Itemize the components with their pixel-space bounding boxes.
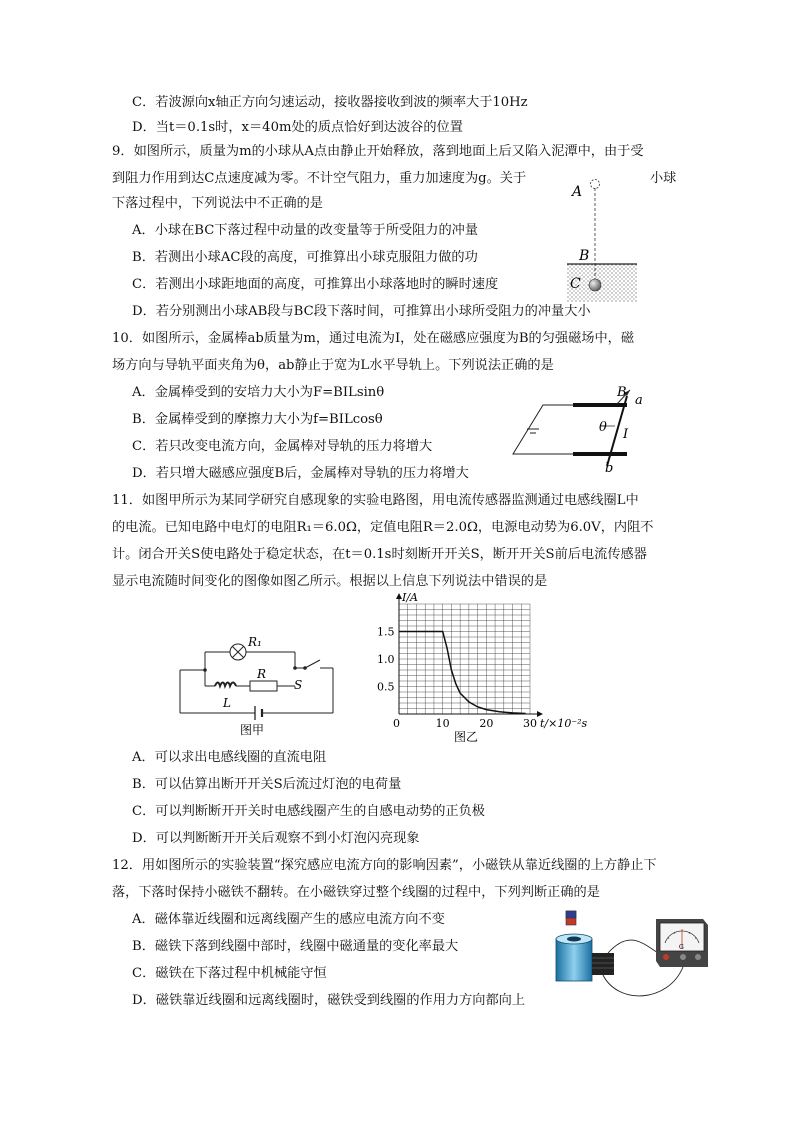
q10-stem-line1: 10．如图所示，金属棒ab质量为m，通过电流为I，处在磁感应强度为B的匀强磁场中，磁 — [112, 331, 635, 346]
y-tick-label: 1.0 — [377, 653, 395, 666]
q12-option-b: B．磁铁下落到线圈中部时，线圈中磁通量的变化率最大 — [132, 939, 459, 954]
graph-x-axis-label: t/×10⁻²s — [540, 717, 588, 730]
q11-stem-line1: 11．如图甲所示为某同学研究自感现象的实验电路图，用电流传感器监测通过电感线圈L中 — [112, 493, 639, 508]
x-tick-label: 20 — [479, 717, 494, 730]
resistor-r — [250, 681, 277, 691]
label-b: B — [579, 248, 590, 264]
q12-stem-line1: 12．用如图所示的实验装置“探究感应电流方向的影响因素”，小磁铁从靠近线圈的上方静止下 — [112, 858, 657, 873]
q11-stem-line2: 的电流。已知电路中电灯的电阻R₁＝6.0Ω，定值电阻R＝2.0Ω，电源电动势为6.0V，内阻不 — [112, 520, 654, 535]
q9-figure-ball-mud — [555, 172, 655, 307]
y-tick-label: 1.5 — [377, 625, 395, 639]
ball-start-position — [591, 180, 600, 189]
q9-stem-line1: 9．如图所示，质量为m的小球从A点由静止开始释放，落到地面上后又陷入泥潭中，由于受 — [112, 144, 644, 159]
q12-figure-coil-galvanometer — [548, 905, 713, 1015]
x-tick-label: 30 — [523, 717, 537, 730]
label-current: I — [623, 427, 629, 442]
q9-stem-line3: 下落过程中，下列说法中不正确的是 — [112, 196, 323, 211]
q11-stem-line3: 计。闭合开关S使电路处于稳定状态，在t＝0.1s时刻断开开关S，断开开关S前后电流传感器 — [112, 547, 647, 562]
q11-current-graph-yi — [375, 591, 615, 744]
label-r1: R₁ — [248, 635, 262, 649]
terminal-mid — [680, 954, 686, 960]
q12-stem-line2: 落，下落时保持小磁铁不翻转。在小磁铁穿过整个线圈的过程中，下列判断正确的是 — [112, 885, 600, 900]
y-tick-label: 0.5 — [377, 680, 395, 694]
label-theta: θ — [599, 420, 607, 435]
caption-jia: 图甲 — [240, 723, 265, 737]
graph-series — [399, 631, 526, 713]
label-c: C — [570, 276, 581, 292]
terminal-left — [663, 954, 669, 960]
inductor-l — [215, 683, 236, 687]
x-tick-label: 0 — [393, 717, 400, 730]
q9-stem-line2: 到阻力作用到达C点速度减为零。不计空气阻力，重力加速度为g。关于 — [112, 171, 527, 186]
graph-axes — [396, 593, 543, 717]
label-s: S — [294, 678, 303, 692]
q9-option-a: A．小球在BC下落过程中动量的改变量等于所受阻力的冲量 — [132, 223, 479, 238]
label-b-end: b — [605, 461, 614, 476]
label-b-field: B — [617, 385, 627, 400]
q11-option-a: A．可以求出电感线圈的直流电阻 — [132, 750, 327, 765]
q8-option-c: C．若波源向x轴正方向匀速运动，接收器接收到波的频率大于10Hz — [132, 95, 528, 110]
q10-stem-line2: 场方向与导轨平面夹角为θ，ab静止于宽为L水平导轨上。下列说法正确的是 — [112, 358, 554, 373]
q9-stem-line2-end: 小球 — [650, 171, 677, 186]
q9-option-b: B．若测出小球AC段的高度，可推算出小球克服阻力做的功 — [132, 250, 478, 265]
q9-option-c: C．若测出小球距地面的高度，可推算出小球落地时的瞬时速度 — [132, 277, 499, 292]
q9-option-d: D．若分别测出小球AB段与BC段下落时间，可推算出小球所受阻力的冲量大小 — [132, 304, 591, 319]
graph-y-axis-label: I/A — [402, 591, 418, 604]
coil-winding — [592, 953, 614, 975]
q10-option-d: D．若只增大磁感应强度B后，金属棒对导轨的压力将增大 — [132, 466, 469, 481]
x-tick-label: 10 — [435, 717, 450, 730]
q10-option-c: C．若只改变电流方向，金属棒对导轨的压力将增大 — [132, 439, 433, 454]
galvanometer-label: G — [679, 944, 684, 951]
terminal-right — [695, 954, 701, 960]
q12-option-d: D．磁铁靠近线圈和远离线圈时，磁铁受到线圈的作用力方向都向上 — [132, 993, 526, 1008]
q11-option-b: B．可以估算出断开开关S后流过灯泡的电荷量 — [132, 777, 402, 792]
caption-yi: 图乙 — [454, 730, 479, 744]
switch-s — [303, 666, 307, 670]
ball — [589, 279, 601, 291]
q11-option-d: D．可以判断断开开关后观察不到小灯泡闪亮现象 — [132, 831, 420, 846]
q11-circuit-figure-jia — [170, 630, 345, 745]
q11-option-c: C．可以判断断开开关时电感线圈产生的自感电动势的正负极 — [132, 804, 485, 819]
q8-option-d: D．当t＝0.1s时，x＝40m处的质点恰好到达波谷的位置 — [132, 120, 463, 135]
current-curve — [399, 632, 526, 714]
q12-option-a: A．磁体靠近线圈和远离线圈产生的感应电流方向不变 — [132, 912, 445, 927]
q10-figure-rails — [505, 382, 665, 477]
label-l: L — [223, 696, 231, 710]
label-a: A — [572, 184, 583, 200]
q10-option-a: A．金属棒受到的安培力大小为F=BILsinθ — [132, 385, 385, 400]
label-r: R — [257, 667, 267, 681]
q11-stem-line4: 显示电流随时间变化的图像如图乙所示。根据以上信息下列说法中错误的是 — [112, 574, 548, 589]
coil — [556, 939, 592, 981]
q10-option-b: B．金属棒受到的摩擦力大小为f=BILcosθ — [132, 412, 383, 427]
label-a-end: a — [635, 393, 643, 408]
q12-option-c: C．磁铁在下落过程中机械能守恒 — [132, 966, 327, 981]
